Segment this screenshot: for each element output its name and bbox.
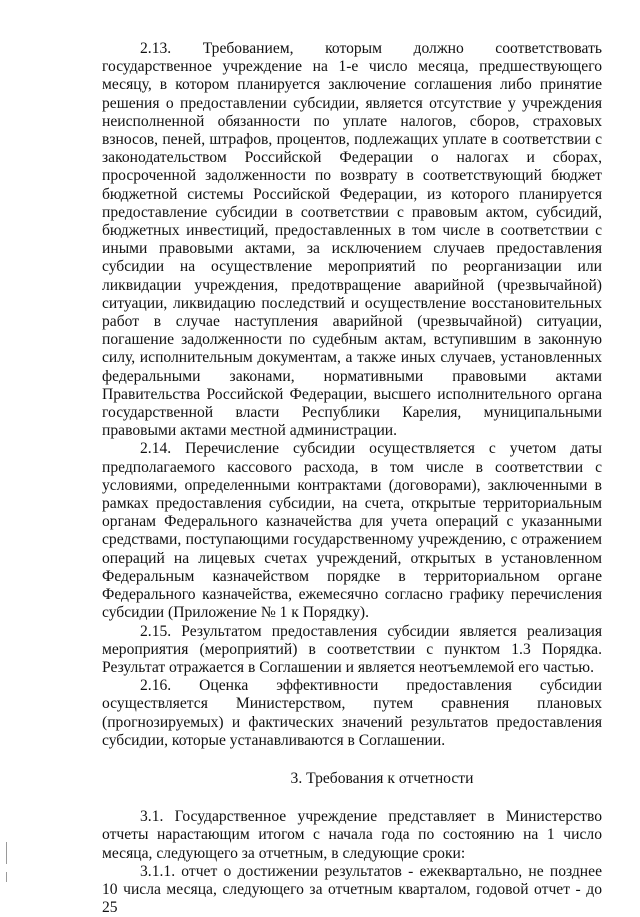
left-margin-binding-mark-lower — [6, 872, 7, 882]
left-margin-binding-mark — [6, 842, 7, 864]
section-title: 3. Требования к отчетности — [290, 769, 474, 787]
paragraph-2-14: 2.14. Перечисление субсидии осуществляется с учетом даты предполагаемого кассового расхода, в том числе в соответствии с условиями, определенными контрактами (договорами), заключенными в рамках предоставления субсидии, на счета, открытые территориальным органам Федерального казначейства для учета операций с указанными средствами, поступающими государственному учреждению, с отражением операций на лицевых счетах учреждений, открытых в установленном Федеральным казначейством порядке в территориальном органе Федерального казначейства, ежемесячно согласно графику перечисления субсидии (Приложение № 1 к Порядку). — [102, 440, 602, 622]
paragraph-2-13: 2.13. Требованием, которым должно соответствовать государственное учреждение на 1-е число месяца, предшествующего месяцу, в котором планируется заключение соглашения либо принятие решения о предоставлении субсидии, является отсутствие у учреждения неисполненной обязанности по уплате налогов, сборов, страховых взносов, пеней, штрафов, процентов, подлежащих уплате в соответствии с законодательством Российской Федерации о налогах и сборах, просроченной задолженности по возврату в соответствующий бюджет бюджетной системы Российской Федерации, из которого планируется предоставление субсидии в соответствии с правовым актом, субсидий, бюджетных инвестиций, предоставленных в том числе в соответствии с иными правовыми актами, за исключением случаев предоставления субсидии на осуществление мероприятий по реорганизации или ликвидации учреждения, предотвращение аварийной (чрезвычайной) ситуации, ликвидацию последствий и осуществление восстановительных работ в случае наступления аварийной (чрезвычайной) ситуации, погашение задолженности по судебным актам, вступившим в законную силу, исполнительным документам, а также иных случаев, установленных федеральными законами, нормативными правовыми актами Правительства Российской Федерации, высшего исполнительного органа государственной власти Республики Карелия, муниципальными правовыми актами местной администрации. — [102, 40, 602, 440]
paragraph-3-1: 3.1. Государственное учреждение представляет в Министерство отчеты нарастающим итогом с начала года по состоянию на 1 число месяца, следующего за отчетным, в следующие сроки: — [102, 808, 602, 862]
paragraph-2-15: 2.15. Результатом предоставления субсидии является реализация мероприятия (мероприятий) в соответствии с пунктом 1.3 Порядка. Результат отражается в Соглашении и является неотъемлемой его частью. — [102, 622, 602, 676]
spacer — [102, 788, 602, 808]
paragraph-2-16: 2.16. Оценка эффективности предоставления субсидии осуществляется Министерством, путем сравнения плановых (прогнозируемых) и фактических значений результатов предоставления субсидии, которые устанавливаются в Соглашении. — [102, 677, 602, 749]
paragraph-3-1-1: 3.1.1. отчет о достижении результатов - ежеквартально, не позднее 10 числа месяца, следующего за отчетным кварталом, годовой отчет - до 25 — [102, 862, 602, 917]
document-page — [102, 40, 602, 917]
spacer — [102, 750, 602, 770]
